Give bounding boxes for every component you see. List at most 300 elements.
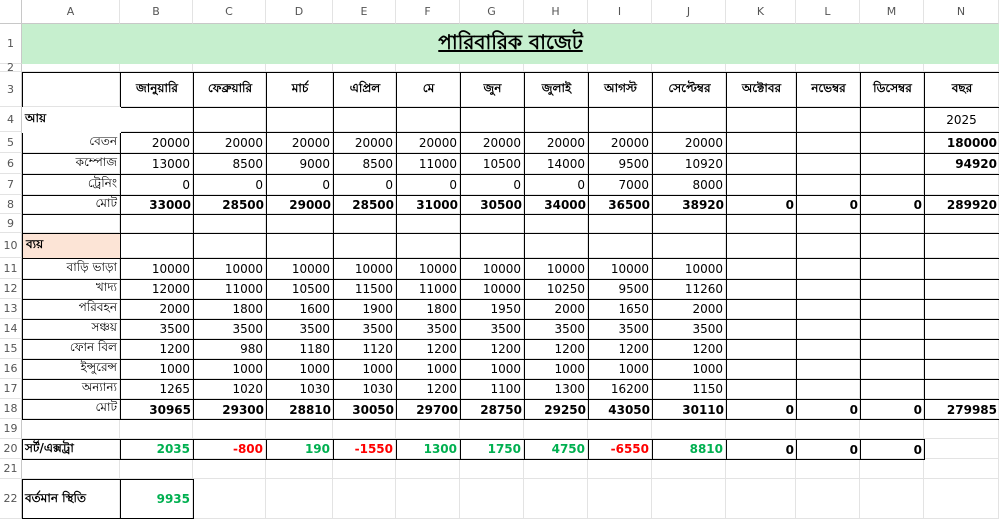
grid-cell[interactable] [726,64,796,72]
expense-value[interactable]: 9500 [618,282,649,296]
balance-value[interactable]: -800 [232,442,263,456]
table-cell-border[interactable] [588,214,653,234]
grid-cell[interactable] [120,459,193,479]
expense-value[interactable]: 11500 [354,282,393,296]
expense-value[interactable]: 1200 [159,342,190,356]
month-header[interactable]: ডিসেম্বর [873,81,912,95]
grid-cell[interactable] [588,419,652,439]
table-cell-border[interactable] [860,107,925,133]
expense-total-value[interactable]: 29700 [416,402,458,417]
expense-value[interactable]: 3500 [490,322,521,336]
table-cell-border[interactable] [726,258,797,280]
column-header-f[interactable]: F [396,0,460,24]
income-total-year[interactable]: 289920 [946,198,997,212]
row-header-20[interactable]: 20 [0,439,22,459]
expense-total-value[interactable]: 43050 [608,402,650,417]
grid-cell[interactable] [396,419,460,439]
expense-label[interactable]: সঞ্চয় [91,320,117,334]
row-header-15[interactable]: 15 [0,339,22,359]
table-cell-border[interactable] [796,359,861,380]
income-value[interactable]: 0 [513,177,521,192]
expense-total-value[interactable]: 30965 [149,402,191,417]
table-cell-border[interactable] [652,233,727,259]
table-cell-border[interactable] [924,233,999,259]
income-value[interactable]: 20000 [151,135,190,150]
expense-value[interactable]: 1800 [426,302,457,316]
column-header-a[interactable]: A [22,0,120,24]
row-header-7[interactable]: 7 [0,174,22,195]
row-header-17[interactable]: 17 [0,379,22,399]
income-value[interactable]: 8500 [362,156,393,171]
income-value[interactable]: 8000 [692,177,723,192]
month-header[interactable]: আগস্ট [604,81,637,95]
expense-value[interactable]: 1000 [159,362,190,376]
table-cell-border[interactable] [266,107,334,133]
table-cell-border[interactable] [796,339,861,360]
expense-value[interactable]: 10000 [482,282,521,296]
income-total-value[interactable]: 38920 [682,198,724,212]
income-total-value[interactable]: 33000 [149,198,191,212]
grid-cell[interactable] [652,459,726,479]
row-header-22[interactable]: 22 [0,479,22,519]
table-cell-border[interactable] [860,279,925,300]
income-value[interactable]: 20000 [418,135,457,150]
column-header-c[interactable]: C [193,0,266,24]
income-value[interactable]: 20000 [354,135,393,150]
table-cell-border[interactable] [924,299,999,320]
table-cell-border[interactable] [796,233,861,259]
table-cell-border[interactable] [396,233,461,259]
month-header[interactable]: অক্টোবর [741,81,782,95]
expense-value[interactable]: 2000 [159,302,190,316]
expense-value[interactable]: 10000 [546,261,585,276]
balance-value[interactable]: 0 [913,442,922,457]
expense-total-year[interactable]: 279985 [946,402,997,417]
expense-value[interactable]: 1800 [232,302,263,316]
income-total-value[interactable]: 0 [849,198,858,212]
expense-value[interactable]: 3500 [554,322,585,336]
table-cell-border[interactable] [726,359,797,380]
table-cell-border[interactable] [726,379,797,400]
expense-value[interactable]: 11000 [224,282,263,296]
expense-value[interactable]: 10000 [291,261,330,276]
income-value[interactable]: 0 [322,177,330,192]
expense-label[interactable]: অন্যান্য [81,380,117,394]
expense-value[interactable]: 10000 [224,261,263,276]
expense-value[interactable]: 980 [240,342,263,356]
row-header-13[interactable]: 13 [0,299,22,319]
grid-cell[interactable] [266,64,333,72]
grid-cell[interactable] [588,64,652,72]
column-header-e[interactable]: E [333,0,396,24]
row-header-4[interactable]: 4 [0,107,22,132]
expense-value[interactable]: 10000 [354,261,393,276]
table-cell-border[interactable] [796,299,861,320]
table-cell-border[interactable] [860,153,925,175]
table-cell-border[interactable] [796,174,861,196]
table-cell-border[interactable] [193,214,267,234]
expense-value[interactable]: 3500 [618,322,649,336]
grid-cell[interactable] [333,64,396,72]
month-header[interactable]: মে [422,81,435,95]
grid-cell[interactable] [266,479,333,519]
grid-cell[interactable] [860,459,924,479]
income-total-value[interactable]: 30500 [480,198,522,212]
table-cell-border[interactable] [726,233,797,259]
income-header[interactable]: আয় [22,107,121,133]
table-cell-border[interactable] [924,279,999,300]
table-cell-border[interactable] [796,319,861,340]
expense-label[interactable]: পরিবহন [78,300,117,314]
table-cell-border[interactable] [588,233,653,259]
table-cell-border[interactable] [924,258,999,280]
grid-cell[interactable] [22,459,120,479]
table-cell-border[interactable] [726,299,797,320]
grid-cell[interactable] [796,479,860,519]
table-cell-border[interactable] [652,214,727,234]
table-cell-border[interactable] [860,339,925,360]
table-cell-border[interactable] [22,72,121,108]
expense-value[interactable]: 10000 [684,261,723,276]
expense-value[interactable]: 3500 [232,322,263,336]
expense-value[interactable]: 3500 [426,322,457,336]
table-cell-border[interactable] [796,107,861,133]
expense-value[interactable]: 3500 [159,322,190,336]
table-cell-border[interactable] [796,379,861,400]
table-cell-border[interactable] [924,174,999,196]
row-header-10[interactable]: 10 [0,233,22,258]
income-total-value[interactable]: 34000 [544,198,586,212]
income-year-total[interactable]: 94920 [955,157,997,171]
grid-cell[interactable] [396,64,460,72]
grid-cell[interactable] [460,419,524,439]
expense-value[interactable]: 11000 [418,282,457,296]
income-value[interactable]: 14000 [546,156,585,171]
expense-value[interactable]: 1000 [490,362,521,376]
month-header[interactable]: মার্চ [291,81,309,95]
grid-cell[interactable] [652,479,726,519]
table-cell-border[interactable] [193,233,267,259]
income-value[interactable]: 0 [449,177,457,192]
table-cell-border[interactable] [860,258,925,280]
balance-value[interactable]: 1750 [487,442,521,456]
table-cell-border[interactable] [860,319,925,340]
table-cell-border[interactable] [796,214,861,234]
expense-value[interactable]: 1020 [232,382,263,396]
expense-label[interactable]: বাড়ি ভাড়া [66,259,117,274]
income-value[interactable]: 10920 [684,156,723,171]
balance-label[interactable]: সর্ট/এক্সট্রা [25,440,74,455]
row-header-3[interactable]: 3 [0,72,22,107]
grid-cell[interactable] [924,439,999,459]
row-header-1[interactable]: 1 [0,24,22,64]
expense-value[interactable]: 16200 [610,382,649,396]
table-cell-border[interactable] [333,233,397,259]
grid-cell[interactable] [924,459,999,479]
grid-cell[interactable] [588,479,652,519]
balance-value[interactable]: 0 [849,442,858,457]
grid-cell[interactable] [193,479,266,519]
income-value[interactable]: 0 [255,177,263,192]
income-value[interactable]: 7000 [618,177,649,192]
expense-value[interactable]: 1120 [362,342,393,356]
expense-total-value[interactable]: 30050 [352,402,394,417]
grid-cell[interactable] [120,64,193,72]
income-total-value[interactable]: 0 [785,198,794,212]
grid-cell[interactable] [860,419,924,439]
table-cell-border[interactable] [524,107,589,133]
expense-value[interactable]: 1100 [490,382,521,396]
balance-value[interactable]: 4750 [551,442,585,456]
table-cell-border[interactable] [924,359,999,380]
income-value[interactable]: 13000 [151,156,190,171]
table-cell-border[interactable] [652,107,727,133]
grid-cell[interactable] [924,419,999,439]
title-cell[interactable]: পারিবারিক বাজেট [22,24,999,64]
grid-cell[interactable] [460,479,524,519]
expense-total-value[interactable]: 0 [849,402,858,417]
row-header-14[interactable]: 14 [0,319,22,339]
month-header[interactable]: এপ্রিল [349,81,381,95]
table-cell-border[interactable] [22,214,121,234]
expense-total-value[interactable]: 29300 [222,402,264,417]
expense-value[interactable]: 1000 [554,362,585,376]
table-cell-border[interactable] [193,107,267,133]
expense-value[interactable]: 1950 [490,302,521,316]
expense-label[interactable]: ইন্সুরেন্স [80,360,117,374]
expense-value[interactable]: 10250 [546,282,585,296]
row-header-16[interactable]: 16 [0,359,22,379]
expense-value[interactable]: 10500 [291,282,330,296]
expense-label[interactable]: খাদ্য [95,280,117,294]
expense-value[interactable]: 1000 [362,362,393,376]
table-cell-border[interactable] [120,233,194,259]
expense-value[interactable]: 1180 [299,342,330,356]
table-cell-border[interactable] [726,319,797,340]
table-cell-border[interactable] [726,279,797,300]
table-cell-border[interactable] [524,233,589,259]
grid-cell[interactable] [460,459,524,479]
table-cell-border[interactable] [860,299,925,320]
expense-value[interactable]: 3500 [362,322,393,336]
income-total-value[interactable]: 28500 [222,198,264,212]
grid-cell[interactable] [333,459,396,479]
expense-value[interactable]: 1030 [362,382,393,396]
balance-value[interactable]: -1550 [354,442,393,456]
grid-cell[interactable] [924,479,999,519]
table-cell-border[interactable] [924,319,999,340]
column-header-b[interactable]: B [120,0,193,24]
grid-cell[interactable] [22,64,120,72]
income-total-value[interactable]: 31000 [416,198,458,212]
income-year-total[interactable]: 180000 [946,136,997,150]
table-cell-border[interactable] [396,107,461,133]
grid-cell[interactable] [860,479,924,519]
grid-cell[interactable] [726,419,796,439]
grid-cell[interactable] [22,419,120,439]
table-cell-border[interactable] [120,214,194,234]
column-header-d[interactable]: D [266,0,333,24]
expense-total-label[interactable]: মোট [95,400,117,414]
income-total-value[interactable]: 0 [913,198,922,212]
table-cell-border[interactable] [726,214,797,234]
grid-cell[interactable] [796,459,860,479]
expense-value[interactable]: 1300 [554,382,585,396]
expense-value[interactable]: 1265 [159,382,190,396]
income-value[interactable]: 8500 [232,156,263,171]
expense-value[interactable]: 1000 [299,362,330,376]
table-cell-border[interactable] [796,258,861,280]
row-header-21[interactable]: 21 [0,459,22,479]
row-header-18[interactable]: 18 [0,399,22,419]
grid-cell[interactable] [588,459,652,479]
expense-value[interactable]: 2000 [554,302,585,316]
expense-value[interactable]: 3500 [692,322,723,336]
month-header[interactable]: বছর [951,81,973,95]
column-header-n[interactable]: N [924,0,999,24]
table-cell-border[interactable] [726,339,797,360]
expense-value[interactable]: 1200 [618,342,649,356]
grid-cell[interactable] [796,64,860,72]
grid-cell[interactable] [193,459,266,479]
grid-cell[interactable] [524,479,588,519]
table-cell-border[interactable] [726,153,797,175]
table-cell-border[interactable] [266,233,334,259]
income-label[interactable]: ট্রেনিং [87,175,117,190]
expense-total-value[interactable]: 0 [785,402,794,417]
table-cell-border[interactable] [860,359,925,380]
table-cell-border[interactable] [860,132,925,154]
balance-value[interactable]: -6550 [610,442,649,456]
row-header-8[interactable]: 8 [0,195,22,214]
income-value[interactable]: 9000 [299,156,330,171]
grid-cell[interactable] [266,419,333,439]
column-header-l[interactable]: L [796,0,860,24]
income-value[interactable]: 0 [182,177,190,192]
table-cell-border[interactable] [524,214,589,234]
table-cell-border[interactable] [924,339,999,360]
table-cell-border[interactable] [860,379,925,400]
month-header[interactable]: জুলাই [541,81,572,95]
table-cell-border[interactable] [460,214,525,234]
row-header-11[interactable]: 11 [0,258,22,279]
table-cell-border[interactable] [924,214,999,234]
expense-value[interactable]: 1600 [299,302,330,316]
expense-total-value[interactable]: 30110 [682,402,724,417]
grid-cell[interactable] [652,419,726,439]
table-cell-border[interactable] [120,107,194,133]
row-header-5[interactable]: 5 [0,132,22,153]
expense-value[interactable]: 10000 [610,261,649,276]
income-value[interactable]: 20000 [610,135,649,150]
expense-value[interactable]: 10000 [418,261,457,276]
income-total-value[interactable]: 28500 [352,198,394,212]
grid-cell[interactable] [924,64,999,72]
expense-value[interactable]: 1650 [618,302,649,316]
expense-value[interactable]: 1900 [362,302,393,316]
expense-total-value[interactable]: 0 [913,402,922,417]
grid-cell[interactable] [524,64,588,72]
month-header[interactable]: ফেব্রুয়ারি [207,81,253,95]
column-header-k[interactable]: K [726,0,796,24]
table-cell-border[interactable] [460,107,525,133]
income-value[interactable]: 20000 [224,135,263,150]
expense-value[interactable]: 1000 [232,362,263,376]
table-cell-border[interactable] [796,279,861,300]
income-total-value[interactable]: 36500 [608,198,650,212]
column-header-g[interactable]: G [460,0,524,24]
income-value[interactable]: 9500 [618,156,649,171]
grid-cell[interactable] [396,479,460,519]
row-header-2[interactable]: 2 [0,64,22,72]
select-all-corner[interactable] [0,0,22,24]
expense-value[interactable]: 11260 [684,282,723,296]
expense-value[interactable]: 1000 [426,362,457,376]
balance-value[interactable]: 2035 [156,442,190,456]
income-value[interactable]: 11000 [418,156,457,171]
balance-value[interactable]: 190 [304,442,330,456]
column-header-j[interactable]: J [652,0,726,24]
expense-value[interactable]: 1000 [692,362,723,376]
row-header-9[interactable]: 9 [0,214,22,233]
grid-cell[interactable] [796,419,860,439]
current-value[interactable]: 9935 [156,492,190,506]
table-cell-border[interactable] [726,174,797,196]
grid-cell[interactable] [266,459,333,479]
balance-value[interactable]: 1300 [423,442,457,456]
expense-value[interactable]: 2000 [692,302,723,316]
income-value[interactable]: 10500 [482,156,521,171]
grid-cell[interactable] [524,419,588,439]
column-header-m[interactable]: M [860,0,924,24]
table-cell-border[interactable] [333,107,397,133]
row-header-19[interactable]: 19 [0,419,22,439]
grid-cell[interactable] [460,64,524,72]
expense-value[interactable]: 1200 [692,342,723,356]
expense-value[interactable]: 1000 [618,362,649,376]
income-value[interactable]: 20000 [684,135,723,150]
income-label[interactable]: বেতন [89,133,117,148]
table-cell-border[interactable] [796,153,861,175]
expense-header[interactable]: ব্যয় [23,234,120,258]
year-label[interactable]: 2025 [946,112,977,127]
table-cell-border[interactable] [924,379,999,400]
table-cell-border[interactable] [460,233,525,259]
grid-cell[interactable] [726,459,796,479]
current-label[interactable]: বর্তমান স্থিতি [25,490,86,505]
table-cell-border[interactable] [588,107,653,133]
expense-value[interactable]: 1200 [426,342,457,356]
expense-value[interactable]: 1030 [299,382,330,396]
balance-value[interactable]: 0 [785,442,794,457]
income-label[interactable]: কম্পোজ [75,154,117,169]
grid-cell[interactable] [333,419,396,439]
expense-value[interactable]: 1200 [554,342,585,356]
table-cell-border[interactable] [726,107,797,133]
table-cell-border[interactable] [860,233,925,259]
table-cell-border[interactable] [860,214,925,234]
grid-cell[interactable] [120,419,193,439]
income-total-label[interactable]: মোট [95,195,117,210]
expense-value[interactable]: 10000 [151,261,190,276]
month-header[interactable]: নভেম্বর [811,81,846,95]
grid-cell[interactable] [396,459,460,479]
expense-value[interactable]: 10000 [482,261,521,276]
column-header-h[interactable]: H [524,0,588,24]
income-value[interactable]: 20000 [546,135,585,150]
month-header[interactable]: জানুয়ারি [136,81,178,95]
expense-label[interactable]: ফোন বিল [69,340,117,354]
